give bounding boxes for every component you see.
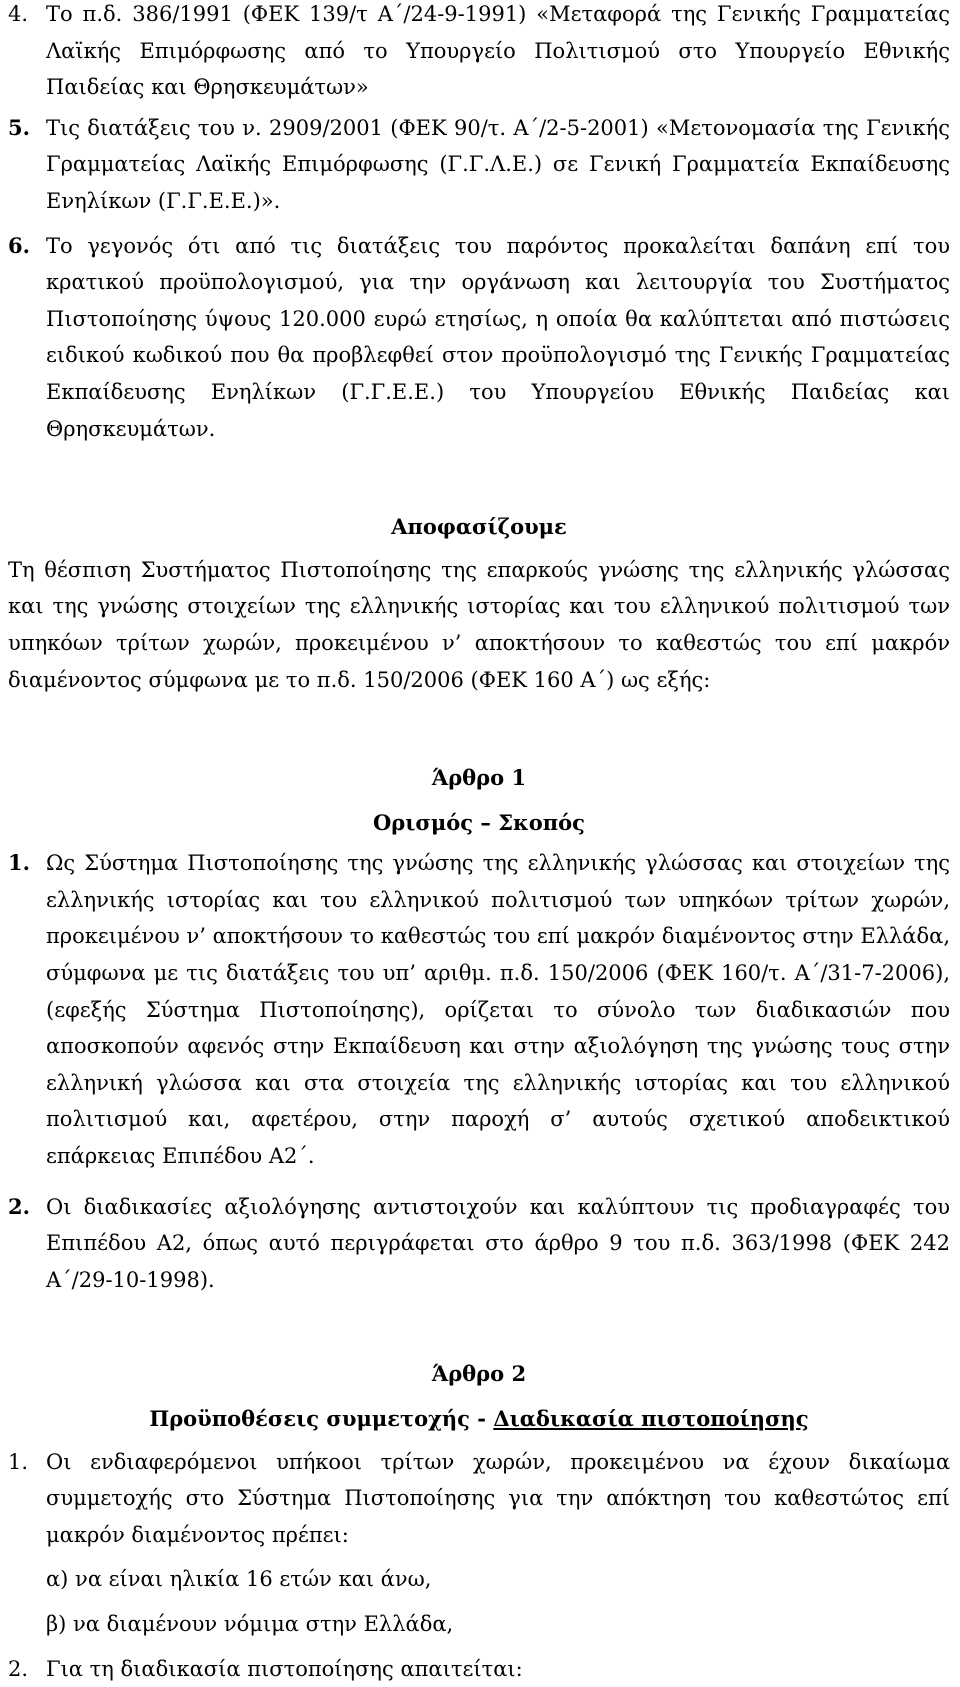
article-2-title: Άρθρο 2 — [431, 1361, 527, 1387]
preamble-item-4 — [8, 0, 950, 106]
item-text: Για τη διαδικασία πιστοποίησης απαιτείται: — [46, 1656, 523, 1681]
item-number: 2. — [8, 1656, 29, 1681]
article-1-subtitle: Ορισμός – Σκοπός — [373, 809, 585, 835]
article-2-subtitle-part1: Προϋποθέσεις συμμετοχής - — [149, 1406, 494, 1431]
article-2-subtitle — [8, 1401, 950, 1438]
item-number: 6. — [8, 232, 30, 258]
item-number: 1. — [8, 1449, 29, 1474]
item-number: 5. — [8, 114, 30, 140]
article-2-item-1 — [8, 1444, 950, 1554]
item-text: Οι διαδικασίες αξιολόγησης αντιστοιχούν και καλύπτουν τις προδιαγραφές του Επιπέδου Α2, όπως αυτό περιγράφεται στο άρθρο 9 του π.δ. 363/1998 (ΦΕΚ 242 Α΄/29-10-1998). — [46, 1194, 950, 1292]
decision-text: Τη θέσπιση Συστήματος Πιστοποίησης της επαρκούς γνώσης της ελληνικής γλώσσας και της γνώσης στοιχείων της ελληνικής ιστορίας και του ελληνικού πολιτισμού των υπηκόων τρίτων χωρών, προκειμένου ν’ αποκτήσουν το καθεστώς του επί μακρόν διαμένοντος σύμφωνα με το π.δ. 150/2006 (ΦΕΚ 160 Α΄) ως εξής: — [8, 557, 950, 692]
item-text: Το π.δ. 386/1991 (ΦΕΚ 139/τ Α΄/24-9-1991) «Μεταφορά της Γενικής Γραμματείας Λαϊκής Επιμόρφωσης από το Υπουργείο Πολιτισμού στο Υπουργείο Εθνικής Παιδείας και Θρησκευμάτων» — [46, 2, 950, 100]
article-2-subtitle-part2: Διαδικασία πιστοποίησης — [493, 1406, 809, 1431]
preamble-item-6 — [8, 228, 950, 448]
article-1-item-2 — [8, 1189, 950, 1299]
item-text: Οι ενδιαφερόμενοι υπήκοοι τρίτων χωρών, προκειμένου να έχουν δικαίωμα συμμετοχής στο Σύστημα Πιστοποίησης για την απόκτηση του καθεστώτος επί μακρόν διαμένοντος πρέπει: — [46, 1449, 950, 1547]
article-2-sub-b: β) να διαμένουν νόμιμα στην Ελλάδα, — [46, 1611, 454, 1636]
item-text: Τις διατάξεις του ν. 2909/2001 (ΦΕΚ 90/τ. Α΄/2-5-2001) «Μετονομασία της Γενικής Γραμματείας Λαϊκής Επιμόρφωσης (Γ.Γ.Λ.Ε.) σε Γενική Γραμματεία Εκπαίδευσης Ενηλίκων (Γ.Γ.Ε.Ε.)». — [46, 115, 950, 213]
item-number: 1. — [8, 850, 30, 876]
article-2-item-2 — [8, 1651, 950, 1687]
article-2-sub-a: α) να είναι ηλικία 16 ετών και άνω, — [46, 1567, 432, 1592]
decision-heading: Αποφασίζουμε — [391, 514, 567, 540]
preamble-item-5 — [8, 110, 950, 220]
item-text: Ως Σύστημα Πιστοποίησης της γνώσης της ελληνικής γλώσσας και στοιχείων της ελληνικής ιστορίας και του ελληνικού πολιτισμού των υπηκόων τρίτων χωρών, προκειμένου ν’ αποκτήσουν το καθεστώς του επί μακρόν διαμένοντος στην Ελλάδα, σύμφωνα με τις διατάξεις του υπ’ αριθμ. π.δ. 150/2006 (ΦΕΚ 160/τ. Α΄/31-7-2006), (εφεξής Σύστημα Πιστοποίησης), ορίζεται το σύνολο των διαδικασιών που αποσκοπούν αφενός στην Εκπαίδευση και στην αξιολόγηση της γνώσης τους στην ελληνική γλώσσα και στα στοιχεία της ελληνικής ιστορίας και του ελληνικού πολιτισμού και, αφετέρου, στην παροχή σ’ αυτούς σχετικού αποδεικτικού επάρκειας Επιπέδου Α2΄. — [46, 851, 950, 1169]
item-number: 2. — [8, 1193, 30, 1219]
item-number: 4. — [8, 2, 29, 26]
item-text: Το γεγονός ότι από τις διατάξεις του παρόντος προκαλείται δαπάνη επί του κρατικού προϋπολογισμού, για την οργάνωση και λειτουργία του Συστήματος Πιστοποίησης ύψους 120.000 ευρώ ετησίως, η οποία θα καλύπτεται από πιστώσεις ειδικού κωδικού που θα προβλεφθεί στον προϋπολογισμό της Γενικής Γραμματείας Εκπαίδευσης Ενηλίκων (Γ.Γ.Ε.Ε.) του Υπουργείου Εθνικής Παιδείας και Θρησκευμάτων. — [46, 233, 950, 441]
article-1-item-1 — [8, 845, 950, 1174]
article-1-title: Άρθρο 1 — [431, 765, 527, 791]
